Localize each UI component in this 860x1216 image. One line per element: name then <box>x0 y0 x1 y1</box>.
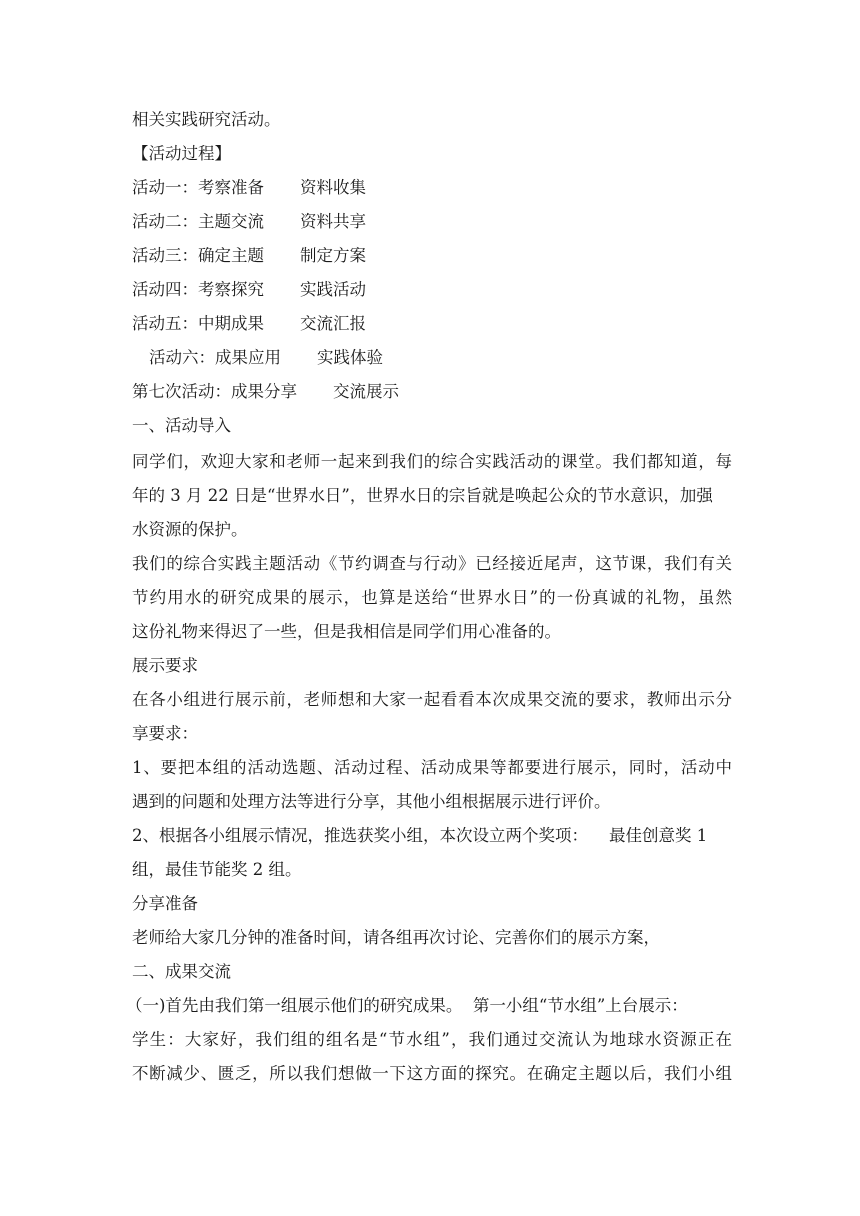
subheading: 展示要求 <box>132 656 198 675</box>
section-heading: 一、活动导入 <box>132 416 231 435</box>
activity-item <box>132 279 732 301</box>
activity-label: 活动二：主题交流 <box>132 212 264 231</box>
requirement-line: 组，最佳节能奖 2 组。 <box>132 860 302 879</box>
activity-item <box>132 177 732 199</box>
activity-item <box>132 381 732 403</box>
activity-label: 活动五：中期成果 <box>132 314 264 333</box>
paragraph-line: 水资源的保护。 <box>132 520 248 539</box>
activity-desc: 制定方案 <box>300 246 366 265</box>
paragraph-line: 在各小组进行展示前，老师想和大家一起看看本次成果交流的要求，教师出示分 <box>132 690 732 709</box>
paragraph-line: 学生：大家好，我们组的组名是“节水组”，我们通过交流认为地球水资源正在 <box>132 1030 732 1049</box>
paragraph-line: 这份礼物来得迟了一些，但是我相信是同学们用心准备的。 <box>132 622 561 641</box>
paragraph-line: 不断减少、匮乏，所以我们想做一下这方面的探究。在确定主题以后，我们小组 <box>132 1064 732 1083</box>
activity-label: 活动四：考察探究 <box>132 280 264 299</box>
activity-desc: 资料收集 <box>300 178 366 197</box>
intro-tail-text: 相关实践研究活动。 <box>132 110 281 129</box>
activity-label: 活动三：确定主题 <box>132 246 264 265</box>
activity-item <box>132 211 732 233</box>
paragraph-line: 节约用水的研究成果的展示，也算是送给“世界水日”的一份真诚的礼物，虽然 <box>132 588 732 607</box>
paragraph-line: 享要求： <box>132 724 198 743</box>
activity-label: 活动一：考察准备 <box>132 178 264 197</box>
activity-desc: 实践活动 <box>300 280 366 299</box>
paragraph-line: （一)首先由我们第一组展示他们的研究成果。 第一小组“节水组”上台展示： <box>126 996 688 1015</box>
requirement-line: 1、要把本组的活动选题、活动过程、活动成果等都要进行展示，同时，活动中 <box>132 758 732 777</box>
activity-desc: 资料共享 <box>300 212 366 231</box>
requirement-line: 遇到的问题和处理方法等进行分享，其他小组根据展示进行评价。 <box>132 792 611 811</box>
subheading: 分享准备 <box>132 894 198 913</box>
paragraph-line: 我们的综合实践主题活动《节约调查与行动》已经接近尾声，这节课，我们有关 <box>132 554 732 573</box>
activity-item <box>132 245 732 267</box>
requirement-line: 2、根据各小组展示情况，推选获奖小组，本次设立两个奖项： 最佳创意奖 1 <box>132 826 708 845</box>
activity-desc: 交流展示 <box>333 382 399 401</box>
activity-desc: 实践体验 <box>317 348 383 367</box>
activity-desc: 交流汇报 <box>300 314 366 333</box>
activity-item <box>149 347 749 369</box>
activity-label: 第七次活动：成果分享 <box>132 382 297 401</box>
activity-label: 活动六：成果应用 <box>149 348 281 367</box>
paragraph-line: 同学们，欢迎大家和老师一起来到我们的综合实践活动的课堂。我们都知道，每 <box>132 452 732 471</box>
process-heading: 【活动过程】 <box>132 144 231 163</box>
paragraph-line: 年的 3 月 22 日是“世界水日”，世界水日的宗旨就是唤起公众的节水意识，加强 <box>132 486 713 505</box>
section-heading: 二、成果交流 <box>132 962 231 981</box>
activity-item <box>132 313 732 335</box>
paragraph-line: 老师给大家几分钟的准备时间，请各组再次讨论、完善你们的展示方案， <box>132 928 660 947</box>
